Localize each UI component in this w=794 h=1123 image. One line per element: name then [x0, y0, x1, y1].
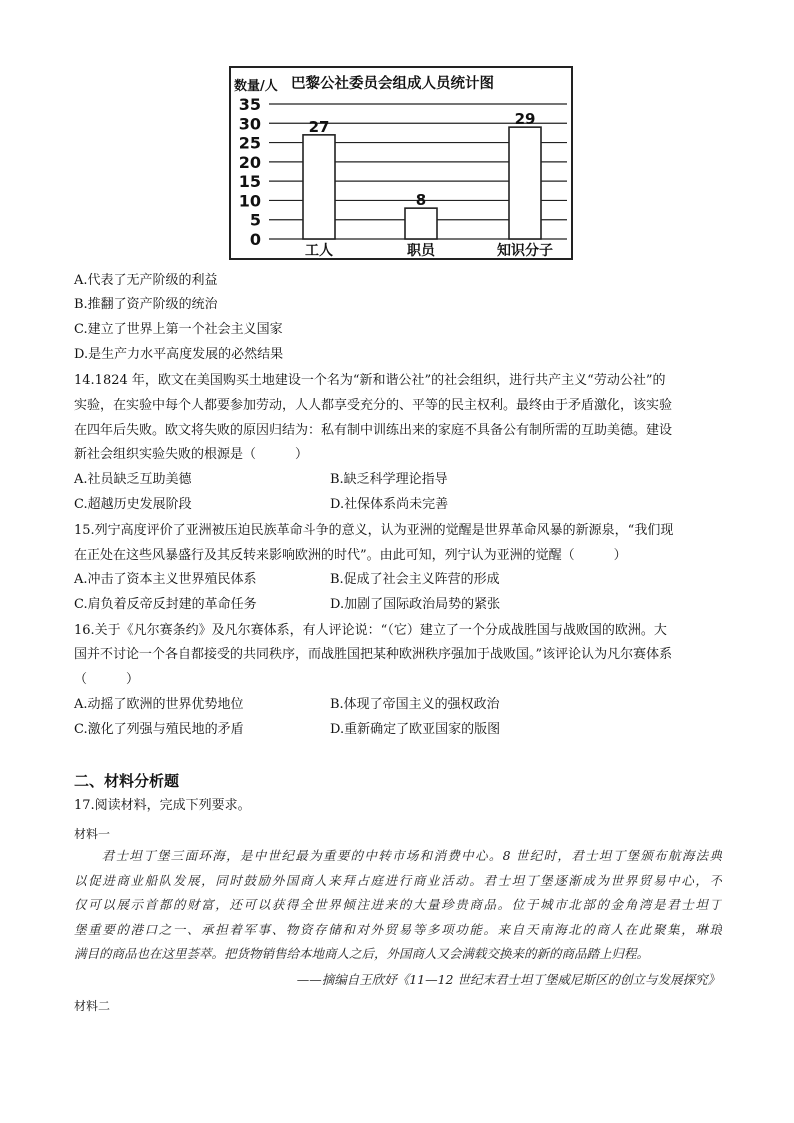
material1-label: 材料一 [74, 827, 111, 841]
q16-option-c: C.激化了列强与殖民地的矛盾 [74, 722, 244, 737]
y-tick-label: 25 [238, 133, 261, 153]
bar-chart [229, 66, 573, 260]
q15-option-b: B.促成了社会主义阵营的形成 [330, 572, 500, 587]
q16-stem-line: （ ） [74, 672, 140, 687]
passage-line: 君士坦丁堡三面环海，是中世纪最为重要的中转市场和消费中心。8 世纪时，君士坦丁堡颁布航海法典 [74, 848, 722, 863]
passage-line: 仅可以展示首都的财富，还可以获得全世界倾注进来的大量珍贵商品。位于城市北部的金角湾是君士坦丁 [74, 897, 722, 913]
chart-x-labels [305, 242, 553, 258]
bar [303, 135, 335, 239]
q16-option-a: A.动摇了欧洲的世界优势地位 [74, 697, 244, 712]
q13-option-b: B.推翻了资产阶级的统治 [74, 297, 218, 312]
section-title: 二、材料分析题 [74, 772, 180, 790]
y-tick-label: 15 [238, 172, 261, 192]
material2-label: 材料二 [74, 999, 111, 1013]
q15-option-a: A.冲击了资本主义世界殖民体系 [74, 572, 257, 587]
q16-stem-line: 16.关于《凡尔赛条约》及凡尔赛体系，有人评论说：“（它）建立了一个分成战胜国与战败国的欧洲。大 [74, 623, 667, 638]
bar-value-label: 29 [514, 110, 536, 129]
q16-stem-line: 国并不讨论一个各自都接受的共同秩序，而战胜国把某种欧洲秩序强加于战败国。”该评论认为凡尔赛体系 [74, 647, 673, 662]
q13-option-a: A.代表了无产阶级的利益 [74, 273, 218, 288]
bar [509, 127, 541, 239]
q14-stem-line: 实验，在实验中每个人都要参加劳动，人人都享受充分的、平等的民主权利。最终由于矛盾激化，该实验 [74, 398, 673, 413]
q14-option-d: D.社保体系尚未完善 [330, 497, 449, 512]
chart-title: 巴黎公社委员会组成人员统计图 [291, 76, 494, 92]
q14-option-c: C.超越历史发展阶段 [74, 497, 192, 512]
x-category-label: 职员 [407, 243, 435, 258]
y-tick-label: 0 [249, 230, 261, 249]
x-category-label: 知识分子 [497, 243, 553, 258]
q14-option-b: B.缺乏科学理论指导 [330, 472, 448, 487]
passage-line: 堡重要的港口之一、承担着军事、物资存储和对外贸易等多项功能。来自天南海北的商人在此聚集，琳琅 [74, 921, 722, 937]
q13-option-c: C.建立了世界上第一个社会主义国家 [74, 322, 283, 337]
q17-prompt: 17.阅读材料，完成下列要求。 [74, 798, 251, 813]
bar-value-label: 8 [415, 191, 427, 210]
chart-y-ticks [239, 95, 261, 249]
chart-canvas [231, 68, 571, 258]
y-tick-label: 35 [238, 95, 261, 114]
x-category-label: 工人 [305, 243, 333, 258]
bar [405, 208, 437, 239]
q14-option-a: A.社员缺乏互助美德 [74, 472, 192, 487]
bar-value-label: 27 [308, 117, 330, 136]
passage-line: 以促进商业船队发展，同时鼓励外国商人来拜占庭进行商业活动。君士坦丁堡逐渐成为世界贸易中心，不 [74, 872, 722, 888]
q15-option-c: C.肩负着反帝反封建的革命任务 [74, 597, 257, 612]
q15-stem-line: 15.列宁高度评价了亚洲被压迫民族革命斗争的意义，认为亚洲的觉醒是世界革命风暴的新源泉，“我们现 [74, 523, 674, 538]
q14-stem-line: 新社会组织实验失败的根源是（ ） [74, 447, 309, 462]
y-tick-label: 30 [238, 114, 261, 134]
q15-option-d: D.加剧了国际政治局势的紧张 [330, 597, 501, 612]
q14-stem-line: 14.1824 年，欧文在美国购买土地建设一个名为“新和谐公社”的社会组织，进行共产主义“劳动公社”的 [74, 373, 666, 388]
q16-option-b: B.体现了帝国主义的强权政治 [330, 697, 500, 712]
passage-line: 满目的商品也在这里荟萃。把货物销售给本地商人之后，外国商人又会满载交换来的新的商品踏上归程。 [74, 946, 650, 962]
chart-ylabel: 数量/人 [234, 79, 278, 94]
q14-stem-line: 在四年后失败。欧文将失败的原因归结为：私有制中训练出来的家庭不具备公有制所需的互助美德。建设 [74, 423, 673, 438]
material1-source: ——摘编自王欣妤《11—12 世纪末君士坦丁堡威尼斯区的创立与发展探究》 [296, 972, 720, 987]
y-tick-label: 10 [238, 191, 261, 211]
q13-option-d: D.是生产力水平高度发展的必然结果 [74, 347, 284, 362]
y-tick-label: 20 [238, 152, 261, 172]
q16-option-d: D.重新确定了欧亚国家的版图 [330, 722, 501, 737]
y-tick-label: 5 [249, 210, 261, 230]
q15-stem-line: 在正处在这些风暴盛行及其反转来影响欧洲的时代”。由此可知，列宁认为亚洲的觉醒（ ） [74, 548, 627, 563]
material1-passage [74, 844, 722, 967]
